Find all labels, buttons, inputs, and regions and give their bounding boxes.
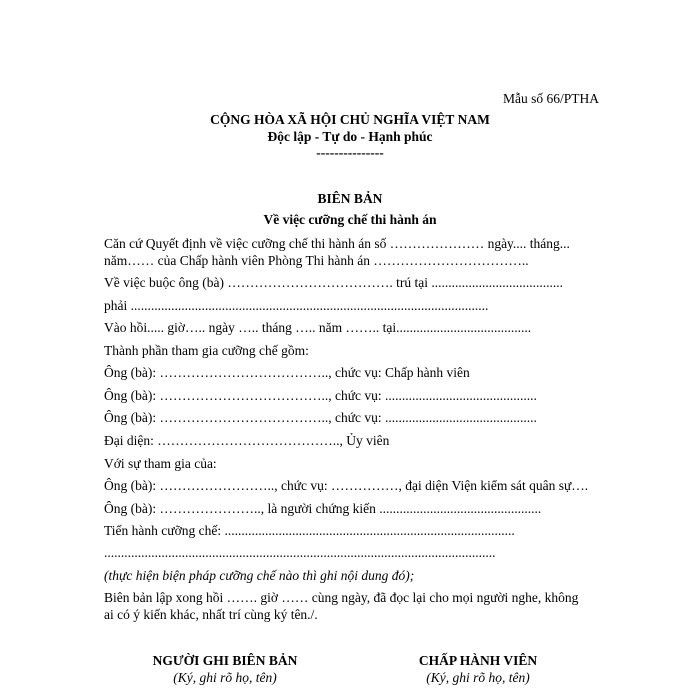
document-subtitle: Về việc cưỡng chế thi hành án (263, 212, 437, 227)
body-line: phải .......................................................................................................... (104, 298, 489, 313)
body-line: Tiến hành cưỡng chế: ...................................................................................... (104, 523, 515, 538)
form-number: Mẫu số 66/PTHA (503, 91, 600, 106)
signature-instruction: (Ký, ghi rõ họ, tên) (426, 670, 530, 685)
motto: Độc lập - Tự do - Hạnh phúc (267, 129, 433, 144)
country-heading: CỘNG HÒA XÃ HỘI CHỦ NGHĨA VIỆT NAM (210, 112, 490, 127)
body-line: Ông (bà): …………………….., chức vụ: ……………, đại diện Viện kiểm sát quân sự…. (104, 478, 589, 493)
signature-block-enforcer (378, 653, 578, 686)
document-title: BIÊN BẢN (317, 191, 383, 206)
instruction-note: (thực hiện biện pháp cưỡng chế nào thì ghi nội dung đó); (104, 568, 415, 583)
body-line: Ông (bà): ………………….., là người chứng kiến ................................................ (104, 501, 542, 516)
body-line: năm…… của Chấp hành viên Phòng Thi hành án …………………………….. (104, 253, 529, 268)
body-line: Đại diện: ………………………………….., Ủy viên (104, 433, 390, 448)
body-line: Với sự tham gia của: (104, 456, 217, 471)
signature-title: NGƯỜI GHI BIÊN BẢN (152, 653, 298, 668)
signature-instruction: (Ký, ghi rõ họ, tên) (173, 670, 277, 685)
heading-separator: --------------- (316, 145, 384, 160)
signature-title: CHẤP HÀNH VIÊN (418, 653, 538, 668)
body-line: Căn cứ Quyết định về việc cưỡng chế thi hành án số ………………… ngày.... tháng... (104, 236, 570, 251)
body-line: Ông (bà): ……………………………….., chức vụ: Chấp hành viên (104, 365, 470, 380)
body-line: Về việc buộc ông (bà) ………………………………. trú tại ....................................... (104, 275, 563, 290)
body-line: Vào hồi..... giờ….. ngày ….. tháng ….. năm …….. tại........................................ (104, 320, 532, 335)
body-line: Ông (bà): ……………………………….., chức vụ: ............................................. (104, 388, 537, 403)
closing-line: Biên bản lập xong hồi ……. giờ …… cùng ngày, đã đọc lại cho mọi người nghe, không (104, 590, 579, 605)
body-line: .................................................................................................................... (104, 545, 496, 560)
body-line: Thành phần tham gia cưỡng chế gồm: (104, 343, 309, 358)
signature-block-recorder (120, 653, 330, 686)
closing-line: ai có ý kiến khác, nhất trí cùng ký tên./. (104, 607, 318, 622)
body-line: Ông (bà): ……………………………….., chức vụ: ............................................. (104, 410, 537, 425)
